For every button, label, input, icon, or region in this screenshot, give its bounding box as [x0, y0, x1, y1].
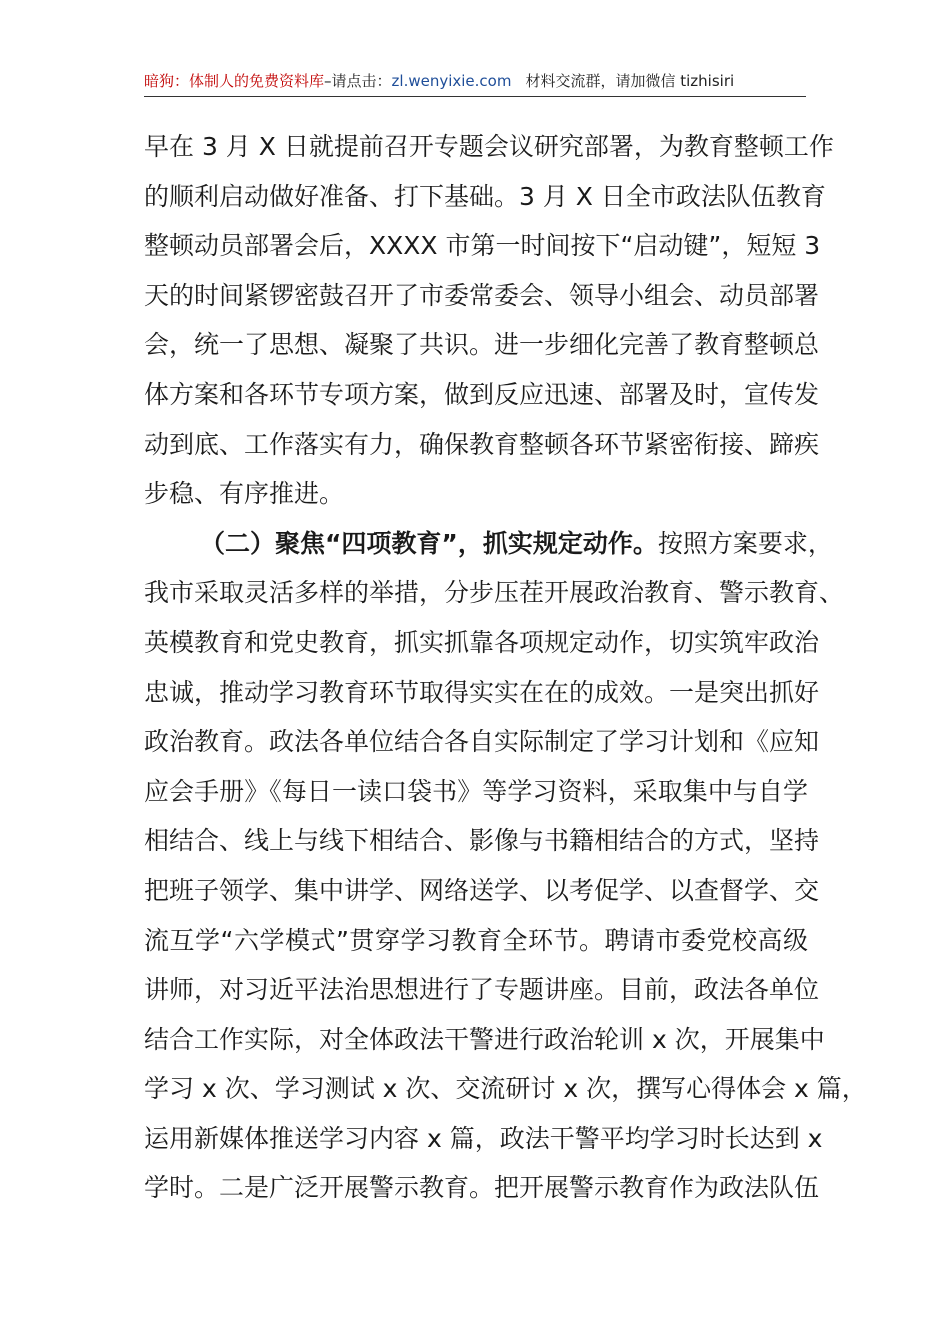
paragraph-2-first-line: [144, 519, 833, 569]
site-url-link[interactable]: zl.wenyixie.com: [391, 72, 512, 90]
text-line: 结合工作实际，对全体政法干警进行政治轮训 x 次，开展集中: [144, 1024, 825, 1054]
text-line: 应会手册》《每日一读口袋书》等学习资料，采取集中与自学: [144, 776, 808, 806]
wechat-note: 材料交流群，请加微信 tizhisiri: [525, 72, 735, 90]
heading-continuation: 按照方案要求，: [657, 528, 833, 558]
text-line: 流互学“六学模式”贯穿学习教育全环节。聘请市委党校高级: [144, 925, 808, 955]
click-prompt: –请点击：: [324, 72, 392, 90]
text-line: 运用新媒体推送学习内容 x 篇，政法干警平均学习时长达到 x: [144, 1123, 823, 1153]
section-heading: （二）聚焦“四项教育”，抓实规定动作。: [200, 528, 658, 558]
text-line: 我市采取灵活多样的举措，分步压茬开展政治教育、警示教育、: [144, 578, 845, 608]
text-line: 天的时间紧锣密鼓召开了市委常委会、领导小组会、动员部署: [144, 280, 820, 310]
text-line: 的顺利启动做好准备、打下基础。3 月 X 日全市政法队伍教育: [144, 181, 826, 211]
text-line: 学时。二是广泛开展警示教育。把开展警示教育作为政法队伍: [144, 1173, 820, 1203]
text-line: 英模教育和党史教育，抓实抓靠各项规定动作，切实筑牢政治: [144, 627, 820, 657]
header-divider: [144, 96, 806, 97]
paragraph-2: [144, 519, 867, 1213]
site-name: 暗狗：体制人的免费资料库: [144, 72, 325, 90]
text-line: 早在 3 月 X 日就提前召开专题会议研究部署，为教育整顿工作: [144, 132, 834, 161]
document-header: [144, 68, 806, 94]
document-body: [144, 122, 867, 1213]
text-line: 会，统一了思想、凝聚了共识。进一步细化完善了教育整顿总: [144, 330, 820, 360]
text-line: 动到底、工作落实有力，确保教育整顿各环节紧密衔接、蹄疾: [144, 429, 820, 459]
text-line: 政治教育。政法各单位结合各自实际制定了学习计划和《应知: [144, 727, 820, 757]
text-line: 整顿动员部署会后，XXXX 市第一时间按下“启动键”，短短 3: [144, 231, 821, 261]
text-line: 忠诚，推动学习教育环节取得实实在在的成效。一是突出抓好: [144, 677, 820, 707]
text-line: 学习 x 次、学习测试 x 次、交流研讨 x 次，撰写心得体会 x 篇，: [144, 1074, 867, 1104]
text-line: 把班子领学、集中讲学、网络送学、以考促学、以查督学、交: [144, 875, 820, 905]
text-line: 讲师，对习近平法治思想进行了专题讲座。目前，政法各单位: [144, 975, 820, 1005]
text-line: 体方案和各环节专项方案，做到反应迅速、部署及时，宣传发: [144, 379, 820, 409]
text-line: 相结合、线上与线下相结合、影像与书籍相结合的方式，坚持: [144, 826, 820, 856]
paragraph-1: [144, 122, 834, 519]
text-line: 步稳、有序推进。: [144, 479, 345, 509]
